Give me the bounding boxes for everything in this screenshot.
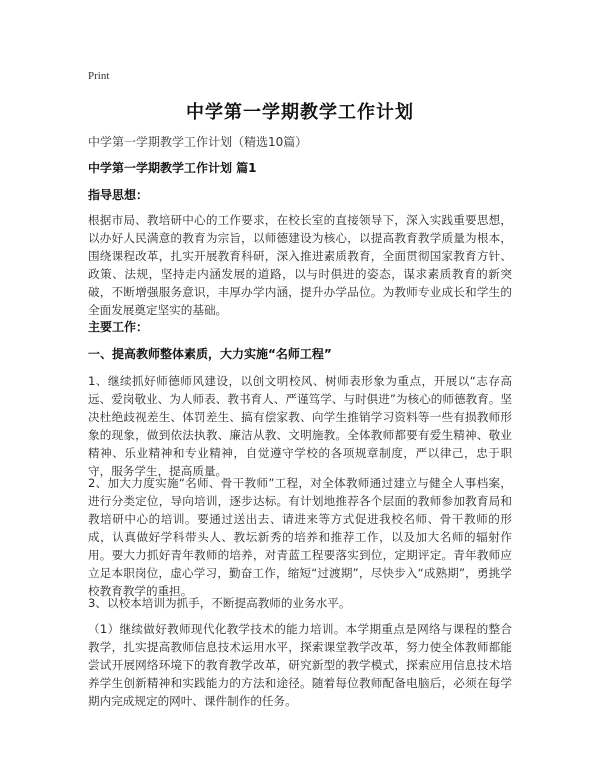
paragraph-famous-teacher-project: 2、加大力度实施“名师、骨干教师”工程，对全体教师通过建立与健全人事档案，进行分类定位，导向培训，逐步达标。有计划地推荐各个层面的教师参加教育局和教培研中心的培训。要通过送出去、请进来等方式促进我校名师、骨干教师的形成，认真做好学科带头人、教坛新秀的培养和推荐工作，以及加大名师的辐射作用。要大力抓好青年教师的培养，对青蓝工程要落实到位，定期评定。青年教师应立足本职岗位，虚心学习，勤奋工作，缩短“过渡期”，尽快步入“成熟期”，勇挑学校教育教学的重担。 (88, 476, 512, 598)
print-label[interactable]: Print (88, 70, 110, 82)
paragraph-technology-training: （1）继续做好教师现代化教学技术的能力培训。本学期重点是网络与课程的整合教学，扎实提高教师信息技术运用水平，探索课堂教学改革，努力使全体教师都能尝试开展网络环境下的教育教学改革，研究新型的教学模式，探索应用信息技术培养学生创新精神和实践能力的方法和途径。随着每位教师配备电脑后，必须在每学期内完成规定的网叶、课件制作的任务。 (88, 622, 512, 708)
section-heading: 中学第一学期教学工作计划 篇1 (88, 161, 257, 175)
paragraph-teacher-ethics: 1、继续抓好师德师风建设，以创文明校风、树师表形象为重点，开展以“志存高远、爱岗敬业、为人师表、教书育人、严谨笃学、与时俱进”为核心的师德教育。坚决杜绝歧视差生、体罚差生、搞有偿家教、向学生推销学习资料等一些有损教师形象的现象，做到依法执教、廉洁从教、文明施教。全体教师都要有爱生精神、敬业精神、乐业精神和专业精神，自觉遵守学校的各项规章制度，严以律己，忠于职守，服务学生，提高质量。 (88, 374, 512, 478)
paragraph-school-based-training: 3、以校本培训为抓手，不断提高教师的业务水平。 (88, 596, 351, 610)
document-title: 中学第一学期教学工作计划 (186, 102, 414, 123)
guiding-principles-heading: 指导思想： (88, 188, 149, 202)
guiding-principles-paragraph: 根据市局、教培研中心的工作要求，在校长室的直接领导下，深入实践重要思想，以办好人民满意的教育为宗旨，以师德建设为核心，以提高教育教学质量为根本，围绕课程改革，扎实开展教育科研，深入推进素质教育，全面贯彻国家教育方针、政策、法规，坚持走内涵发展的道路，以与时俱进的姿态，谋求素质教育的新突破，不断增强服务意识，丰厚办学内涵，提升办学品位。为教师专业成长和学生的全面发展奠定坚实的基础。 (88, 213, 512, 317)
subsection-heading: 一、提高教师整体素质，大力实施“名师工程” (88, 347, 332, 361)
main-work-heading: 主要工作： (88, 320, 149, 334)
document-subtitle: 中学第一学期教学工作计划（精选10篇） (88, 135, 308, 149)
